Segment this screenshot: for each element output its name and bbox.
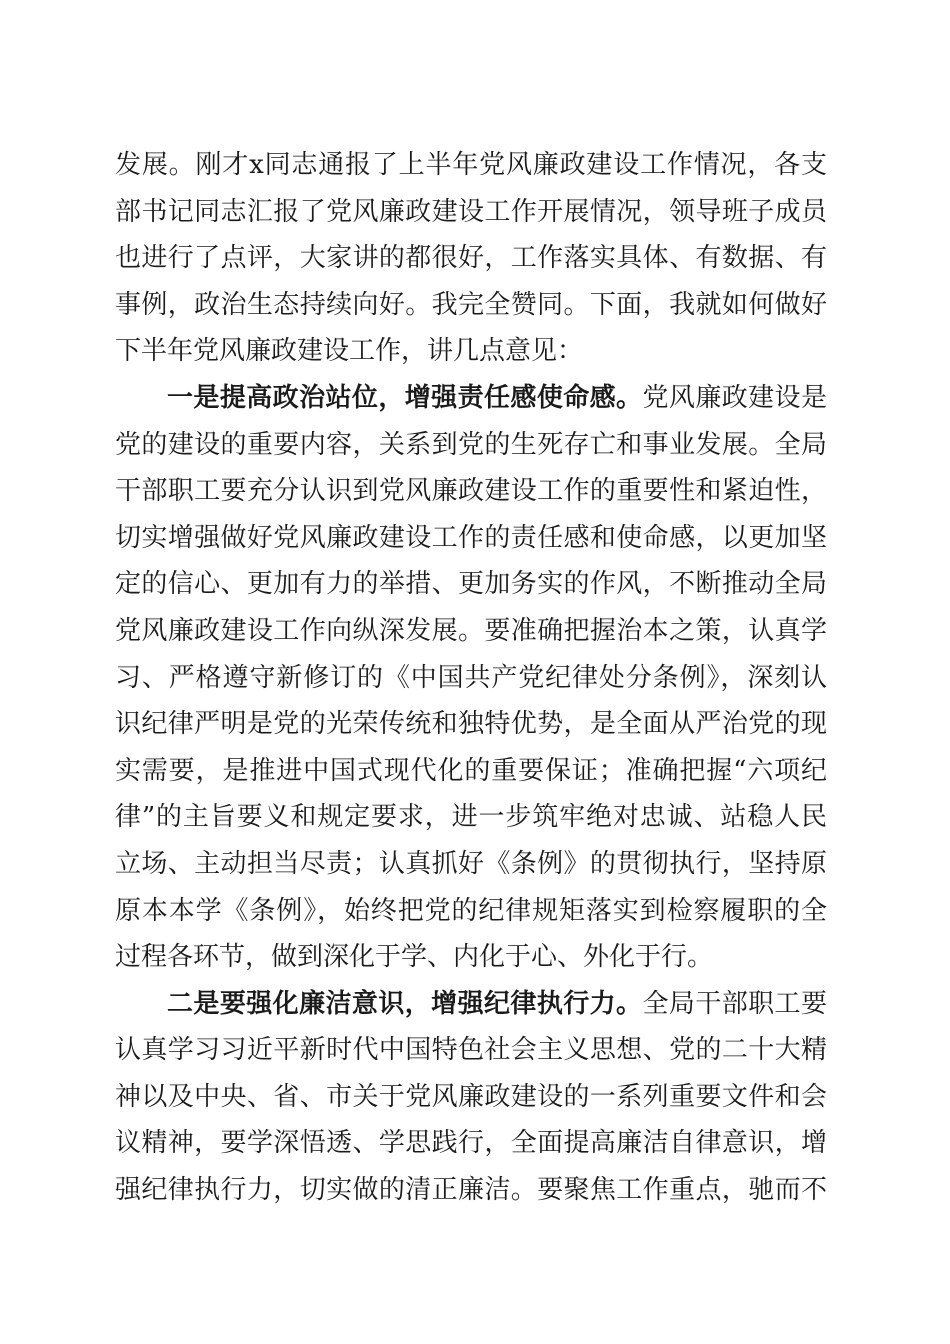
text-line: 党风廉政建设工作向纵深发展。要准确把握治本之策，认真学 xyxy=(115,615,827,646)
text-line: 也进行了点评，大家讲的都很好，工作落实具体、有数据、有 xyxy=(115,243,827,274)
text-line: 习、严格遵守新修订的《中国共产党纪律处分条例》，深刻认 xyxy=(115,662,827,693)
text-line: 议精神，要学深悟透、学思践行，全面提高廉洁自律意识，增 xyxy=(115,1128,827,1159)
text-line: 识纪律严明是党的光荣传统和独特优势，是全面从严治党的现 xyxy=(115,709,827,740)
text-line: 实需要，是推进中国式现代化的重要保证；准确把握“六项纪 xyxy=(115,755,827,786)
paragraph-intro xyxy=(115,142,827,375)
text-line: 定的信心、更加有力的举措、更加务实的作风，不断推动全局 xyxy=(115,569,827,600)
paragraph-point-two xyxy=(115,981,827,1214)
text-line: 认真学习习近平新时代中国特色社会主义思想、党的二十大精 xyxy=(115,1035,827,1066)
text-line: 律”的主旨要义和规定要求，进一步筑牢绝对忠诚、站稳人民 xyxy=(115,802,827,833)
text-line: 事例，政治生态持续向好。我完全赞同。下面，我就如何做好 xyxy=(115,289,827,320)
text-line: 干部职工要充分认识到党风廉政建设工作的重要性和紧迫性， xyxy=(115,476,827,507)
text-line: 发展。刚才x同志通报了上半年党风廉政建设工作情况，各支 xyxy=(115,150,827,180)
text-line: 过程各环节，做到深化于学、内化于心、外化于行。 xyxy=(115,942,714,973)
text-line xyxy=(115,981,827,1028)
text-line: 神以及中央、省、市关于党风廉政建设的一系列重要文件和会 xyxy=(115,1081,827,1112)
text-run: 全局干部职工要 xyxy=(642,988,827,1019)
text-line: 党的建设的重要内容，关系到党的生死存亡和事业发展。全局 xyxy=(115,429,827,460)
text-line: 强纪律执行力，切实做的清正廉洁。要聚焦工作重点，驰而不 xyxy=(115,1175,827,1206)
text-line: 立场、主动担当尽责；认真抓好《条例》的贯彻执行，坚持原 xyxy=(115,848,827,879)
document-body xyxy=(115,142,827,1214)
text-line: 原本本学《条例》，始终把党的纪律规矩落实到检察履职的全 xyxy=(115,895,827,926)
text-line: 部书记同志汇报了党风廉政建设工作开展情况，领导班子成员 xyxy=(115,196,827,227)
text-run: 党风廉政建设是 xyxy=(642,382,827,413)
text-line: 下半年党风廉政建设工作，讲几点意见： xyxy=(115,336,584,367)
text-line xyxy=(115,375,827,422)
text-line: 切实增强做好党风廉政建设工作的责任感和使命感，以更加坚 xyxy=(115,522,827,553)
paragraph-heading: 一是提高政治站位，增强责任感使命感。 xyxy=(167,382,643,413)
paragraph-heading: 二是要强化廉洁意识，增强纪律执行力。 xyxy=(167,988,643,1019)
paragraph-point-one xyxy=(115,375,827,981)
